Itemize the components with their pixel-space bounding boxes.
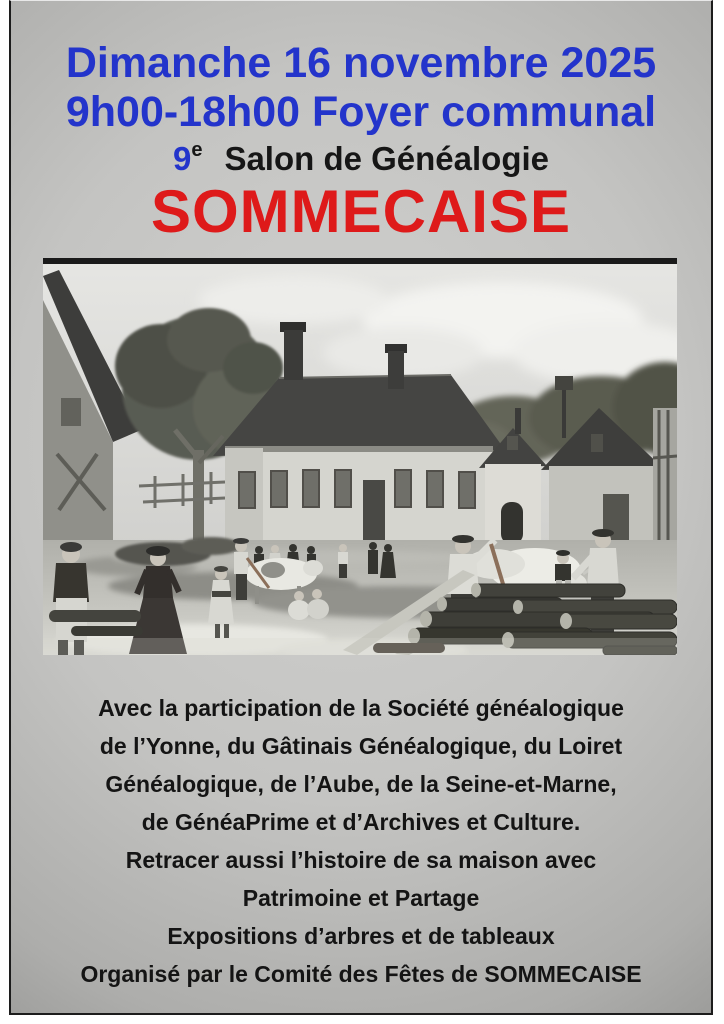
footer-line: de l’Yonne, du Gâtinais Généalogique, du Loiret: [99, 733, 623, 759]
footer-line: Patrimoine et Partage: [242, 885, 480, 911]
footer-line: de GénéaPrime et d’Archives et Culture.: [141, 809, 581, 835]
photo-top-border: [43, 258, 677, 264]
poster-page: [9, 0, 713, 1015]
edition-number: 9: [172, 140, 192, 177]
event-title: Salon de Généalogie: [224, 140, 550, 177]
footer-line: Avec la participation de la Société généalogique: [98, 695, 624, 721]
village-photo-svg: [43, 258, 677, 655]
footer-line: Organisé par le Comité des Fêtes de SOMMECAISE: [80, 961, 642, 987]
edition-suffix: e: [191, 139, 203, 161]
footer-line: Retracer aussi l’histoire de sa maison avec: [125, 847, 597, 873]
historic-village-street-photo: [43, 258, 677, 655]
footer-line: Généalogique, de l’Aube, de la Seine-et-Marne,: [105, 771, 617, 797]
date-line: Dimanche 16 novembre 2025: [65, 39, 657, 87]
time-venue-line: 9h00-18h00 Foyer communal: [65, 88, 657, 136]
footer-text: [11, 689, 711, 993]
footer-line: Expositions d’arbres et de tableaux: [167, 923, 555, 949]
edition-line: [11, 139, 711, 178]
photo-bottom-fade: [43, 638, 677, 655]
town-title: SOMMECAISE: [150, 178, 572, 245]
